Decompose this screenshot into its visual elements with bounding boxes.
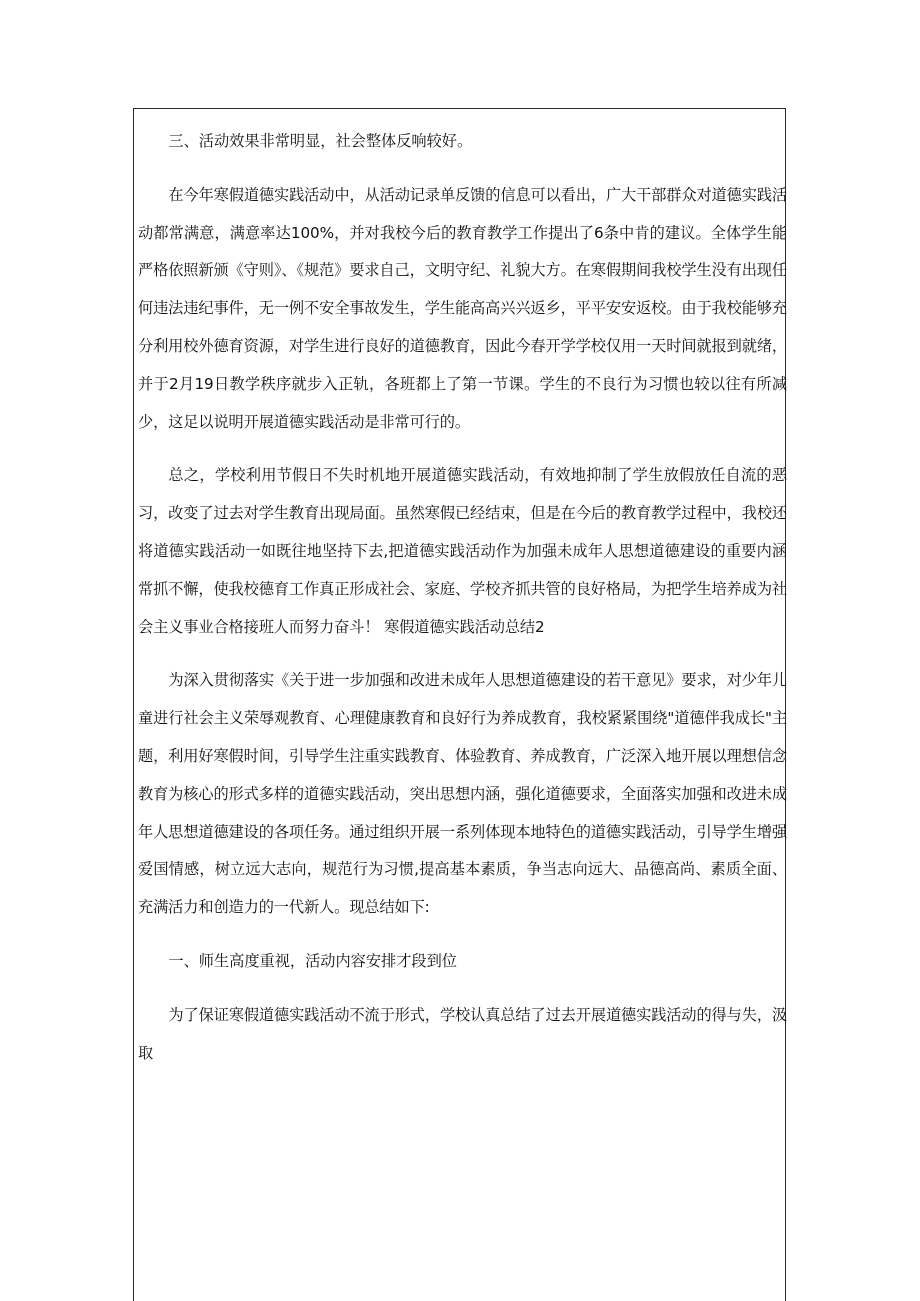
paragraph-summary-intro: 为深入贯彻落实《关于进一步加强和改进未成年人思想道德建设的若干意见》要求，对少年儿童进行社会主义荣辱观教育、心理健康教育和良好行为养成教育，我校紧紧围绕"道德伴我成长"主题，利用好寒假时间，引导学生注重实践教育、体验教育、养成教育，广泛深入地开展以理想信念教育为核心的形式多样的道德实践活动，突出思想内涵，强化道德要求，全面落实加强和改进未成年人思想道德建设的各项任务。通过组织开展一系列体现本地特色的道德实践活动，引导学生增强爱国情感，树立远大志向，规范行为习惯,提高基本素质，争当志向远大、品德高尚、素质全面、充满活力和创造力的一代新人。现总结如下: (138, 671, 787, 917)
section-heading-activity-effect: 三、活动效果非常明显，社会整体反响较好。 (168, 132, 473, 150)
document-body (134, 123, 787, 1072)
paragraph-ensure-practice: 为了保证寒假道德实践活动不流于形式，学校认真总结了过去开展道德实践活动的得与失，汲取 (138, 1005, 787, 1062)
section-heading-teacher-student-attention: 一、师生高度重视，活动内容安排才段到位 (168, 951, 457, 970)
document-page (133, 108, 786, 1301)
paragraph-conclusion: 总之，学校利用节假日不失时机地开展道德实践活动，有效地抑制了学生放假放任自流的恶习，改变了过去对学生教育出现局面。虽然寒假已经结束，但是在今后的教育教学过程中，我校还将道德实践活动一如既往地坚持下去,把道德实践活动作为加强未成年人思想道德建设的重要内涵常抓不懈，使我校德育工作真正形成社会、家庭、学校齐抓共管的良好格局，为把学生培养成为社会主义事业合格接班人而努力奋斗！ 寒假道德实践活动总结2 (138, 466, 787, 636)
paragraph-feedback-results: 在今年寒假道德实践活动中，从活动记录单反馈的信息可以看出，广大干部群众对道德实践活动都常满意，满意率达100%，并对我校今后的教育教学工作提出了6条中肯的建议。全体学生能严格依照新颁《守则》、《规范》要求自己，文明守纪、礼貌大方。在寒假期间我校学生没有出现任何违法违纪事件，无一例不安全事故发生，学生能高高兴兴返乡，平平安安返校。由于我校能够充分利用校外德育资源，对学生进行良好的道德教育，因此今春开学学校仅用一天时间就报到就绪，并于2月19日教学秩序就步入正轨，各班都上了第一节课。学生的不良行为习惯也较以往有所减少，这足以说明开展道德实践活动是非常可行的。 (138, 185, 787, 431)
